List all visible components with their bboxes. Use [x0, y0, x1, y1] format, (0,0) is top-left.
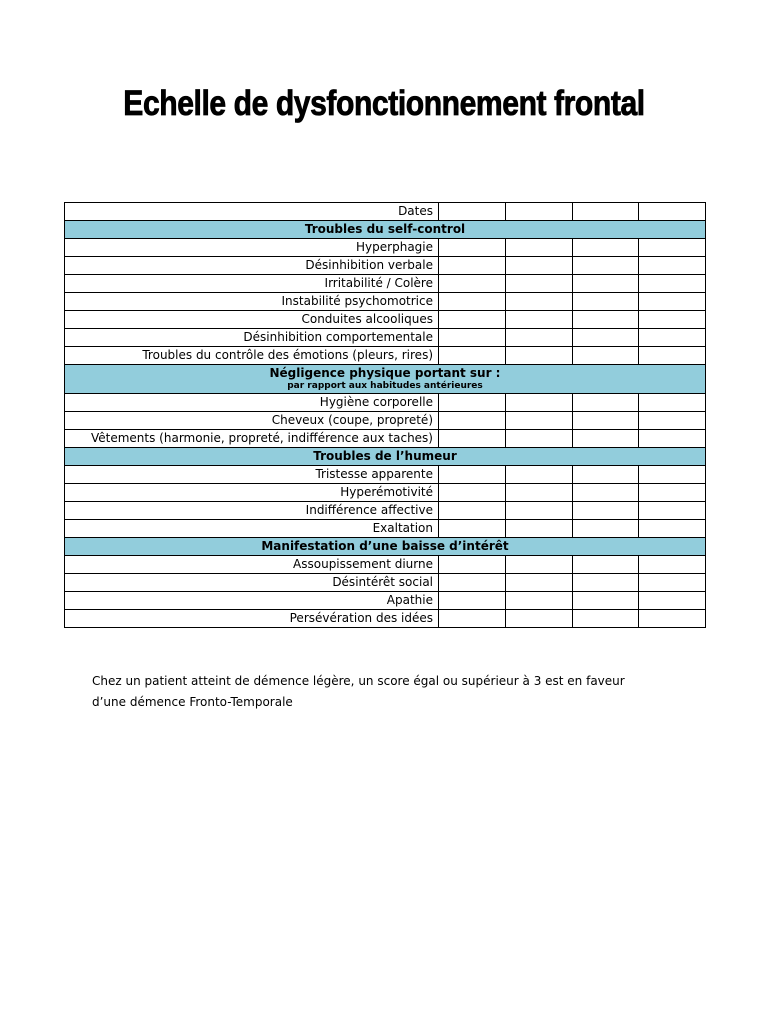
item-row	[65, 275, 706, 293]
item-label: Persévération des idées	[65, 610, 439, 628]
score-cell[interactable]	[506, 257, 573, 275]
score-cell[interactable]	[439, 311, 506, 329]
score-cell[interactable]	[439, 520, 506, 538]
item-label: Assoupissement diurne	[65, 556, 439, 574]
score-cell[interactable]	[639, 520, 706, 538]
item-label: Tristesse apparente	[65, 466, 439, 484]
score-cell[interactable]	[506, 293, 573, 311]
score-cell[interactable]	[639, 466, 706, 484]
score-cell[interactable]	[573, 329, 639, 347]
score-cell[interactable]	[639, 257, 706, 275]
score-cell[interactable]	[439, 275, 506, 293]
score-cell[interactable]	[639, 275, 706, 293]
item-label: Hyperémotivité	[65, 484, 439, 502]
score-cell[interactable]	[439, 574, 506, 592]
score-cell[interactable]	[573, 574, 639, 592]
item-row	[65, 574, 706, 592]
score-cell[interactable]	[439, 502, 506, 520]
score-cell[interactable]	[573, 466, 639, 484]
score-cell[interactable]	[639, 610, 706, 628]
score-cell[interactable]	[639, 239, 706, 257]
score-cell[interactable]	[506, 329, 573, 347]
score-cell[interactable]	[639, 394, 706, 412]
item-row	[65, 484, 706, 502]
item-label: Irritabilité / Colère	[65, 275, 439, 293]
score-cell[interactable]	[639, 574, 706, 592]
scoring-note	[92, 671, 692, 713]
item-label: Vêtements (harmonie, propreté, indifférence aux taches)	[65, 430, 439, 448]
score-cell[interactable]	[639, 502, 706, 520]
section-heading: Troubles de l’humeur	[313, 449, 457, 463]
score-cell[interactable]	[573, 394, 639, 412]
item-label: Désinhibition verbale	[65, 257, 439, 275]
score-cell[interactable]	[573, 610, 639, 628]
score-cell[interactable]	[439, 466, 506, 484]
section-heading: Négligence physique portant sur :	[269, 366, 501, 380]
date-cell[interactable]	[506, 203, 573, 221]
score-cell[interactable]	[506, 502, 573, 520]
item-row	[65, 239, 706, 257]
section-heading-cell	[65, 221, 706, 239]
score-cell[interactable]	[506, 574, 573, 592]
section-header-row	[65, 365, 706, 394]
item-label: Exaltation	[65, 520, 439, 538]
score-cell[interactable]	[639, 484, 706, 502]
score-cell[interactable]	[639, 430, 706, 448]
score-cell[interactable]	[506, 311, 573, 329]
section-header-row	[65, 221, 706, 239]
item-row	[65, 610, 706, 628]
score-cell[interactable]	[639, 293, 706, 311]
score-cell[interactable]	[639, 412, 706, 430]
score-cell[interactable]	[573, 275, 639, 293]
item-label: Désintérêt social	[65, 574, 439, 592]
score-cell[interactable]	[439, 329, 506, 347]
section-header-row	[65, 538, 706, 556]
section-heading-cell	[65, 448, 706, 466]
score-cell[interactable]	[639, 311, 706, 329]
date-cell[interactable]	[639, 203, 706, 221]
page-title: Echelle de dysfonctionnement frontal	[123, 84, 645, 123]
item-row	[65, 412, 706, 430]
score-cell[interactable]	[439, 484, 506, 502]
section-heading-cell	[65, 538, 706, 556]
score-cell[interactable]	[506, 275, 573, 293]
score-cell[interactable]	[506, 592, 573, 610]
score-cell[interactable]	[439, 347, 506, 365]
section-heading-cell	[65, 365, 706, 394]
date-cell[interactable]	[573, 203, 639, 221]
score-cell[interactable]	[639, 347, 706, 365]
score-cell[interactable]	[573, 502, 639, 520]
score-cell[interactable]	[573, 239, 639, 257]
item-row	[65, 257, 706, 275]
item-label: Instabilité psychomotrice	[65, 293, 439, 311]
score-cell[interactable]	[439, 239, 506, 257]
score-cell[interactable]	[639, 329, 706, 347]
scoring-note-line: Chez un patient atteint de démence légère, un score égal ou supérieur à 3 est en faveur	[92, 674, 625, 688]
dates-label: Dates	[65, 203, 439, 221]
score-cell[interactable]	[439, 592, 506, 610]
item-label: Troubles du contrôle des émotions (pleurs, rires)	[65, 347, 439, 365]
score-cell[interactable]	[573, 484, 639, 502]
item-row	[65, 394, 706, 412]
score-cell[interactable]	[439, 293, 506, 311]
assessment-table-body	[65, 203, 706, 628]
item-label: Conduites alcooliques	[65, 311, 439, 329]
score-cell[interactable]	[573, 520, 639, 538]
score-cell[interactable]	[506, 430, 573, 448]
item-row	[65, 520, 706, 538]
item-row	[65, 556, 706, 574]
score-cell[interactable]	[639, 556, 706, 574]
assessment-table	[64, 202, 706, 628]
score-cell[interactable]	[573, 556, 639, 574]
score-cell[interactable]	[439, 257, 506, 275]
item-row	[65, 502, 706, 520]
score-cell[interactable]	[439, 556, 506, 574]
score-cell[interactable]	[506, 520, 573, 538]
item-row	[65, 466, 706, 484]
item-label: Cheveux (coupe, propreté)	[65, 412, 439, 430]
score-cell[interactable]	[573, 311, 639, 329]
item-row	[65, 347, 706, 365]
section-heading: Manifestation d’une baisse d’intérêt	[261, 539, 509, 553]
score-cell[interactable]	[506, 484, 573, 502]
item-row	[65, 293, 706, 311]
date-cell[interactable]	[439, 203, 506, 221]
item-row	[65, 592, 706, 610]
item-row	[65, 430, 706, 448]
score-cell[interactable]	[506, 394, 573, 412]
score-cell[interactable]	[573, 293, 639, 311]
item-label: Désinhibition comportementale	[65, 329, 439, 347]
item-label: Indifférence affective	[65, 502, 439, 520]
score-cell[interactable]	[639, 592, 706, 610]
score-cell[interactable]	[506, 412, 573, 430]
section-subheading: par rapport aux habitudes antérieures	[287, 381, 483, 391]
score-cell[interactable]	[506, 466, 573, 484]
item-label: Apathie	[65, 592, 439, 610]
item-label: Hygiène corporelle	[65, 394, 439, 412]
item-row	[65, 311, 706, 329]
score-cell[interactable]	[573, 592, 639, 610]
score-cell[interactable]	[439, 412, 506, 430]
score-cell[interactable]	[439, 430, 506, 448]
section-heading: Troubles du self-control	[304, 222, 466, 236]
score-cell[interactable]	[506, 239, 573, 257]
score-cell[interactable]	[506, 347, 573, 365]
scoring-note-line: d’une démence Fronto-Temporale	[92, 695, 293, 709]
dates-row	[65, 203, 706, 221]
score-cell[interactable]	[573, 430, 639, 448]
score-cell[interactable]	[506, 556, 573, 574]
score-cell[interactable]	[506, 610, 573, 628]
score-cell[interactable]	[439, 394, 506, 412]
score-cell[interactable]	[439, 610, 506, 628]
score-cell[interactable]	[573, 412, 639, 430]
score-cell[interactable]	[573, 347, 639, 365]
score-cell[interactable]	[573, 257, 639, 275]
item-label: Hyperphagie	[65, 239, 439, 257]
section-header-row	[65, 448, 706, 466]
item-row	[65, 329, 706, 347]
